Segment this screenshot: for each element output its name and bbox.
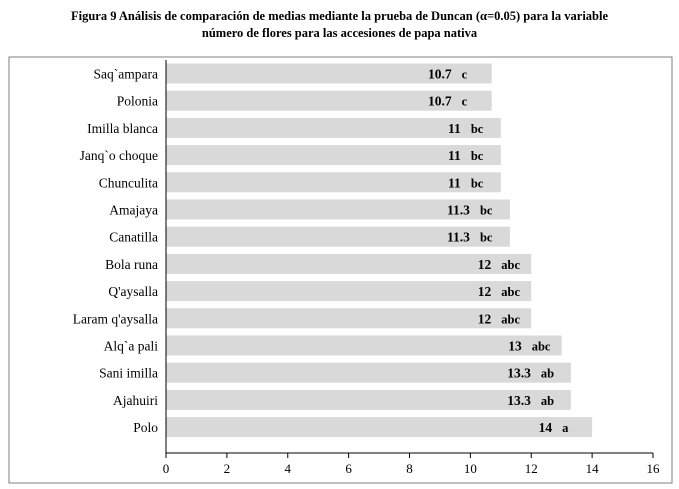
value-label: 14 (538, 420, 553, 436)
group-label: c (461, 94, 468, 109)
x-tick-label: 0 (162, 461, 170, 476)
value-label: 10.7 (428, 93, 452, 109)
value-label: 12 (477, 284, 492, 300)
bar (166, 254, 531, 274)
x-tick-label: 4 (284, 461, 291, 476)
value-label: 13.3 (507, 365, 531, 381)
bar (166, 417, 592, 437)
category-label: Alq`a pali (103, 338, 158, 354)
group-label: bc (470, 176, 484, 191)
category-label: Canatilla (109, 229, 158, 245)
group-label: a (562, 421, 569, 436)
x-tick-label: 6 (345, 461, 352, 476)
group-label: abc (501, 312, 520, 327)
group-label: bc (470, 121, 484, 136)
figure-title-line-1: Figura 9 Análisis de comparación de medias mediante la prueba de Duncan (α=0.05) para la variable (70, 9, 609, 23)
category-label: Janq`o choque (79, 148, 158, 164)
category-label: Q'aysalla (108, 284, 158, 300)
category-label: Imilla blanca (87, 120, 158, 136)
x-tick-label: 2 (223, 461, 231, 476)
x-tick-label: 16 (646, 461, 660, 476)
category-label: Polonia (116, 93, 158, 109)
bar (166, 281, 531, 301)
group-label: bc (479, 203, 493, 218)
category-label: Ajahuiri (113, 392, 158, 408)
value-label: 13 (508, 338, 522, 354)
group-label: ab (540, 393, 555, 408)
category-label: Chunculita (98, 175, 158, 191)
value-label: 13.3 (507, 392, 531, 408)
value-label: 11.3 (447, 229, 470, 245)
group-label: ab (540, 366, 555, 381)
figure-title-line-2: número de flores para las accesiones de papa nativa (201, 26, 478, 40)
category-label: Sani imilla (99, 365, 158, 381)
value-label: 11 (448, 148, 461, 164)
category-label: Laram q'aysalla (72, 311, 158, 327)
x-tick-label: 10 (463, 461, 477, 476)
value-label: 10.7 (428, 66, 452, 82)
x-tick-label: 8 (406, 461, 413, 476)
group-label: c (461, 67, 468, 82)
group-label: abc (531, 339, 551, 354)
value-label: 12 (477, 256, 492, 272)
x-tick-label: 14 (585, 461, 599, 476)
value-label: 11 (448, 175, 461, 191)
group-label: bc (479, 230, 493, 245)
group-label: bc (470, 149, 484, 164)
bar (166, 308, 531, 328)
category-label: Saq`ampara (93, 66, 158, 82)
category-label: Polo (133, 420, 158, 436)
group-label: abc (501, 257, 520, 272)
value-label: 11.3 (447, 202, 470, 218)
group-label: abc (501, 285, 520, 300)
bar (166, 336, 562, 356)
category-label: Bola runa (105, 256, 158, 272)
value-label: 12 (477, 311, 492, 327)
category-label: Amajaya (109, 202, 158, 218)
value-label: 11 (448, 120, 461, 136)
x-tick-label: 12 (524, 461, 538, 476)
